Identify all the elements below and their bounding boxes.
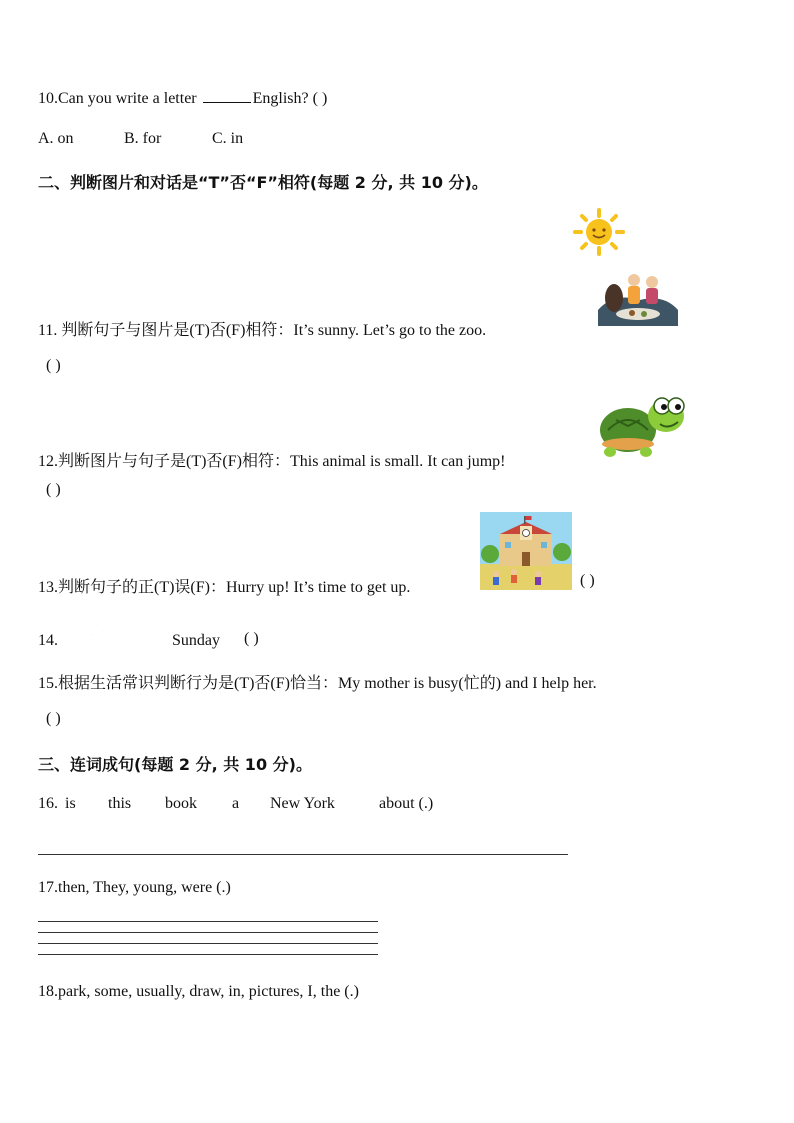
section-3-title: 三、连词成句(每题 2 分, 共 10 分)。 xyxy=(38,755,312,774)
q16-word: this xyxy=(108,795,132,812)
q16-word: a xyxy=(232,795,240,812)
q16-number: 16. xyxy=(38,795,58,812)
q14-answer-paren[interactable]: ( ) xyxy=(244,630,259,647)
q16-word: is xyxy=(65,795,76,812)
q17-question: 17.then, They, young, were (.) xyxy=(38,879,231,896)
q16-word: about (.) xyxy=(379,795,434,812)
picnic-image xyxy=(594,270,682,330)
q13-question: 13.判断句子的正(T)误(F)：Hurry up! It’s time to get up. xyxy=(38,579,411,596)
school-image xyxy=(480,512,572,590)
q10-prefix: 10.Can you write a letter xyxy=(38,90,197,107)
q17-answer-line[interactable] xyxy=(38,921,378,922)
q15-question: 15.根据生活常识判断行为是(T)否(F)恰当：My mother is busy(忙的) and I help her. xyxy=(38,675,597,692)
thursday-text: 星期四 xyxy=(66,607,156,642)
q12-question: 12.判断图片与句子是(T)否(F)相符：This animal is small. It can jump! xyxy=(38,453,506,470)
thursday-image xyxy=(62,602,168,642)
section-2-title: 二、判断图片和对话是“T”否“F”相符(每题 2 分, 共 10 分)。 xyxy=(38,173,488,192)
turtle-image xyxy=(596,392,688,462)
q14-word: Sunday xyxy=(172,632,220,649)
q15-answer-paren[interactable]: ( ) xyxy=(46,710,61,727)
q10-option-a[interactable]: A. on xyxy=(38,130,74,147)
q13-answer-paren[interactable]: ( ) xyxy=(580,572,595,589)
q17-answer-line[interactable] xyxy=(38,932,378,933)
sun-image xyxy=(572,208,626,256)
q10-question xyxy=(38,88,327,108)
q10-blank[interactable] xyxy=(203,88,251,103)
q11-question: 11. 判断句子与图片是(T)否(F)相符：It’s sunny. Let’s go to the zoo. xyxy=(38,322,487,339)
q11-answer-paren[interactable]: ( ) xyxy=(46,357,61,374)
q17-answer-line[interactable] xyxy=(38,954,378,955)
q14-number: 14. xyxy=(38,632,58,649)
q16-word: book xyxy=(165,795,197,812)
q10-answer-paren[interactable]: ( ) xyxy=(312,90,328,107)
q16-word: New York xyxy=(270,795,335,812)
q18-question: 18.park, some, usually, draw, in, pictures, I, the (.) xyxy=(38,983,359,1000)
q12-answer-paren[interactable]: ( ) xyxy=(46,481,61,498)
q10-option-c[interactable]: C. in xyxy=(212,130,244,147)
q16-answer-line[interactable] xyxy=(38,854,568,855)
q17-answer-line[interactable] xyxy=(38,943,378,944)
q10-option-b[interactable]: B. for xyxy=(124,130,162,147)
q10-suffix: English? xyxy=(252,90,309,107)
